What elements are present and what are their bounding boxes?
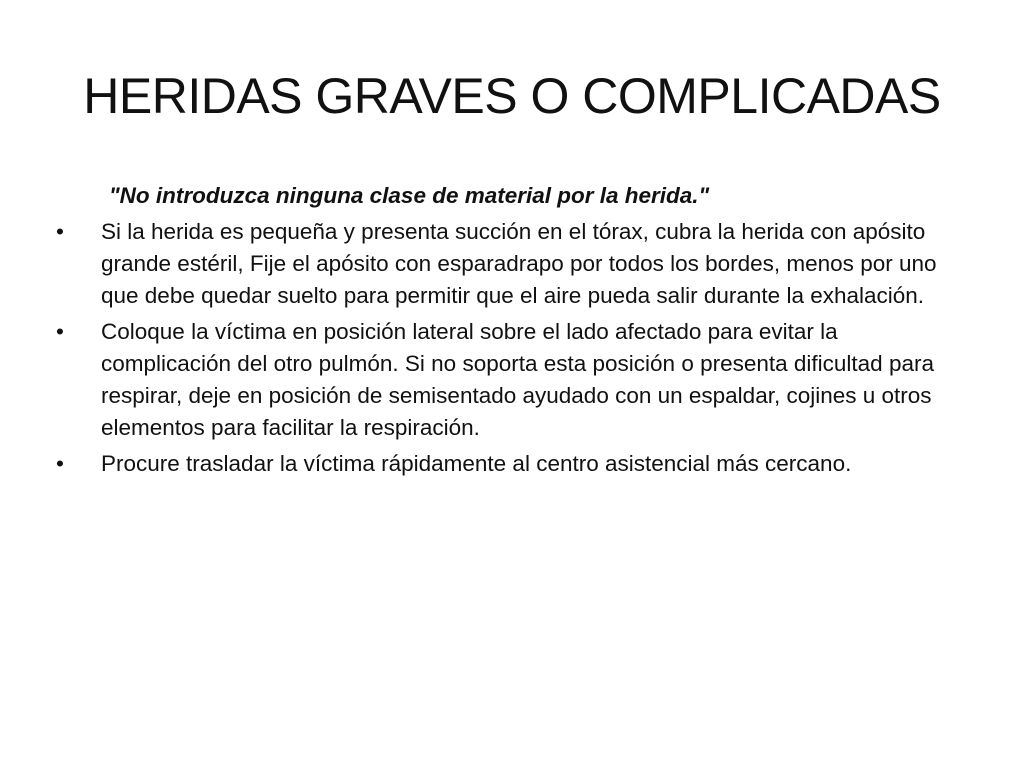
- bullet-item: [56, 448, 960, 480]
- bullet-text: Si la herida es pequeña y presenta succión en el tórax, cubra la herida con apósito grande estéril, Fije el apósito con esparadrapo por todos los bordes, menos por uno que debe quedar suelto para permitir que el aire pueda salir durante la exhalación.: [101, 219, 937, 308]
- bullet-text: Coloque la víctima en posición lateral sobre el lado afectado para evitar la complicación del otro pulmón. Si no soporta esta posición o presenta dificultad para respirar, deje en posición de semisentado ayudado con un espaldar, cojines u otros elementos para facilitar la respiración.: [101, 319, 934, 440]
- bullet-text: Procure trasladar la víctima rápidamente al centro asistencial más cercano.: [101, 451, 852, 476]
- warning-quote: "No introduzca ninguna clase de material por la herida.": [109, 183, 710, 208]
- bullet-list: [56, 216, 960, 480]
- bullet-icon: •: [56, 451, 64, 476]
- slide-title: HERIDAS GRAVES O COMPLICADAS: [83, 68, 941, 124]
- bullet-icon: •: [56, 319, 64, 344]
- bullet-icon: •: [56, 219, 64, 244]
- slide-body: [56, 180, 960, 480]
- bullet-item: [56, 216, 960, 312]
- bullet-item: [56, 316, 960, 444]
